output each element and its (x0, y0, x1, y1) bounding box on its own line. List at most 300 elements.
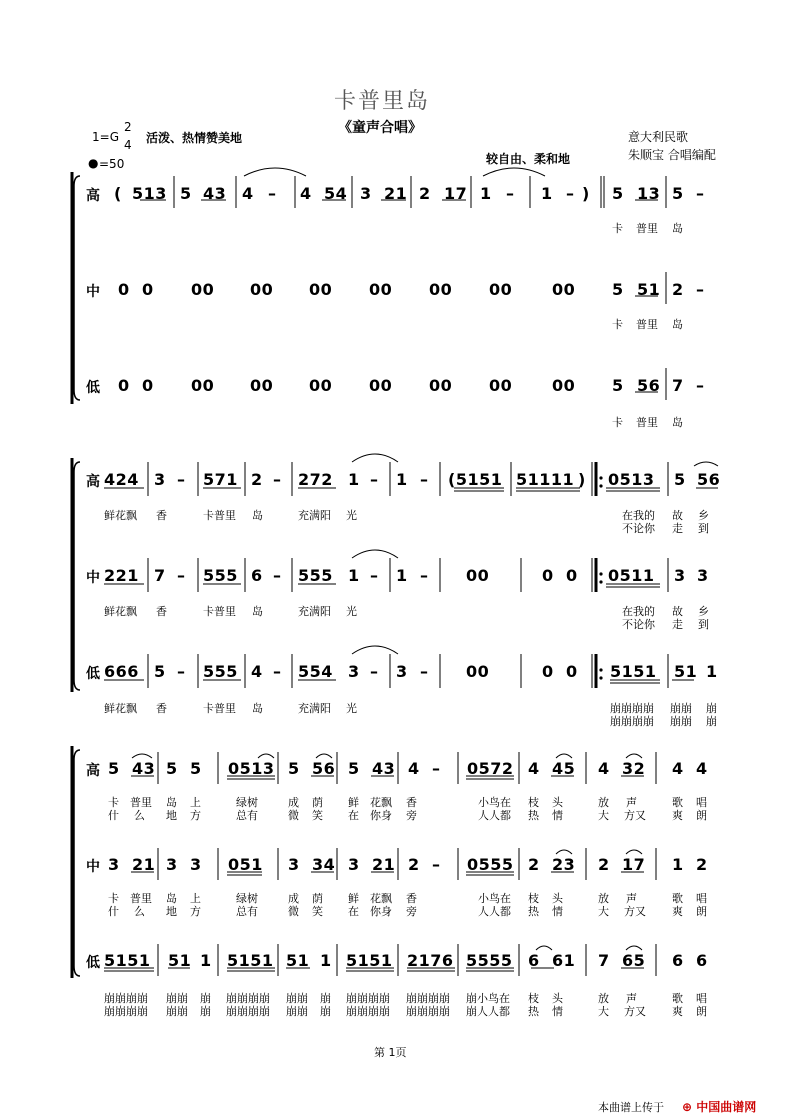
note: 0511 (608, 566, 655, 585)
note: 5 (674, 470, 686, 489)
lyric: 鲜花飘 (104, 509, 137, 522)
note: 3 (674, 566, 686, 585)
lyric: 岛 (252, 702, 263, 715)
lyric: 唱 (696, 992, 707, 1005)
note: 2176 (407, 951, 454, 970)
lyric: 么 (134, 905, 145, 918)
note: 3 (288, 855, 300, 874)
note: 0513 (608, 470, 655, 489)
lyric: 大 (598, 905, 609, 918)
note: 0 (118, 376, 130, 395)
note: 4 (528, 759, 540, 778)
note: – (370, 470, 379, 489)
note: 2 (408, 855, 420, 874)
note: 513 (132, 184, 167, 203)
lyric: 卡普里 (203, 605, 236, 618)
note: 00 (369, 376, 393, 395)
lyric: 旁 (406, 905, 417, 918)
note: 424 (104, 470, 139, 489)
note: ( (114, 184, 122, 203)
note: (5151 (448, 470, 503, 489)
lyric: 崩 (200, 992, 211, 1005)
lyric: 卡 (612, 416, 623, 429)
note: 5 (180, 184, 192, 203)
note: – (420, 566, 429, 585)
note: 555 (203, 662, 238, 681)
note: 51 (674, 662, 698, 681)
note: 00 (429, 376, 453, 395)
note: – (506, 184, 515, 203)
lyric: 崩崩 (286, 1005, 308, 1018)
lyric: 你身 (370, 905, 392, 918)
note: 0513 (228, 759, 275, 778)
lyric: 到 (698, 522, 709, 535)
note: 21 (372, 855, 396, 874)
note: 00 (250, 280, 274, 299)
note: 0 (542, 566, 554, 585)
metronome-marking: =50 (99, 157, 125, 171)
lyric: 情 (552, 1005, 563, 1018)
note: 2 (672, 280, 684, 299)
note: 00 (466, 662, 490, 681)
lyric: 你身 (370, 809, 392, 822)
note: – (370, 662, 379, 681)
lyric: 声 (626, 992, 637, 1005)
lyric: 故 (672, 605, 683, 618)
lyric: 走 (672, 618, 683, 631)
note: 1 (672, 855, 684, 874)
lyric: 小鸟在 (478, 796, 511, 809)
note: 43 (132, 759, 156, 778)
note: 5 (348, 759, 360, 778)
lyric: 爽 (672, 905, 683, 918)
note: 1 (320, 951, 332, 970)
lyric: 歌 (672, 892, 683, 905)
lyric: 充满阳 (298, 605, 331, 618)
note: 32 (622, 759, 646, 778)
lyric: 崩崩崩崩 (610, 702, 654, 715)
origin-credit: 意大利民歌 (628, 130, 689, 144)
note: 51 (286, 951, 310, 970)
lyric: 地 (166, 809, 177, 822)
lyric: 唱 (696, 796, 707, 809)
lyric: 崩崩崩崩 (610, 715, 654, 728)
part-label-high: 高 (86, 474, 100, 490)
note: 56 (697, 470, 721, 489)
note: 2 (696, 855, 708, 874)
note: 272 (298, 470, 333, 489)
note: 1 (348, 470, 360, 489)
lyric: 热 (528, 1005, 539, 1018)
note: – (420, 662, 429, 681)
note: – (273, 470, 282, 489)
lyric: 放 (598, 892, 609, 905)
lyric: 崩崩崩崩 (346, 992, 390, 1005)
note: 4 (672, 759, 684, 778)
lyric: 在我的 (622, 605, 655, 618)
lyric: 卡 (612, 318, 623, 331)
note: 3 (396, 662, 408, 681)
note: 00 (489, 376, 513, 395)
lyric: 卡 (612, 222, 623, 235)
note: 56 (637, 376, 661, 395)
note: 34 (312, 855, 336, 874)
lyric: 爽 (672, 1005, 683, 1018)
lyric: 绿树 (236, 796, 258, 809)
note: 3 (154, 470, 166, 489)
part-label-high: 高 (86, 763, 100, 779)
lyric: 光 (346, 509, 357, 522)
lyric: 笑 (312, 905, 323, 918)
lyric: 乡 (698, 605, 709, 618)
note: 3 (108, 855, 120, 874)
lyric: 到 (698, 618, 709, 631)
time-signature-top: 2 (124, 120, 132, 134)
lyric: 笑 (312, 809, 323, 822)
note: – (696, 376, 705, 395)
lyric: 歌 (672, 992, 683, 1005)
style-marking: 活泼、热情赞美地 (146, 131, 243, 145)
lyric: 枝 (528, 796, 539, 809)
lyric: 崩人人都 (466, 1005, 510, 1018)
lyric: 大 (598, 1005, 609, 1018)
note: 3 (166, 855, 178, 874)
page-number: 第 1页 (374, 1046, 407, 1059)
note: 00 (466, 566, 490, 585)
lyric: 朗 (696, 1005, 707, 1018)
note: 221 (104, 566, 139, 585)
part-label-mid: 中 (86, 570, 100, 586)
note: 65 (622, 951, 646, 970)
lyric: 么 (134, 809, 145, 822)
note: 0 (142, 280, 154, 299)
note: 5 (154, 662, 166, 681)
note: ) (582, 184, 590, 203)
site-name: 中国曲谱网 (696, 1100, 757, 1114)
lyric: 光 (346, 605, 357, 618)
note: 5 (612, 280, 624, 299)
note: 00 (309, 280, 333, 299)
note: 51 (168, 951, 192, 970)
score-subtitle: 《童声合唱》 (338, 120, 422, 136)
lyric: 歌 (672, 796, 683, 809)
note: 00 (369, 280, 393, 299)
lyric: 什 (108, 905, 119, 918)
note: 5 (166, 759, 178, 778)
lyric: 头 (552, 992, 563, 1005)
lyric: 情 (552, 905, 563, 918)
note: 5151 (227, 951, 274, 970)
note: 45 (552, 759, 576, 778)
site-logo[interactable] (682, 1098, 756, 1115)
note: 4 (696, 759, 708, 778)
note: 1 (706, 662, 718, 681)
note: 5555 (466, 951, 513, 970)
lyric: 成 (288, 796, 299, 809)
lyric: 充满阳 (298, 702, 331, 715)
note: 6 (696, 951, 708, 970)
lyric: 旁 (406, 809, 417, 822)
lyric: 岛 (166, 892, 177, 905)
note: 051 (228, 855, 263, 874)
note: 0572 (467, 759, 514, 778)
note: 21 (132, 855, 156, 874)
lyric: 香 (156, 702, 167, 715)
note: 0 (118, 280, 130, 299)
lyric: 人人都 (478, 809, 511, 822)
note: 4 (300, 184, 312, 203)
note: – (696, 280, 705, 299)
note: 61 (552, 951, 576, 970)
note: 1 (480, 184, 492, 203)
note: 0555 (467, 855, 514, 874)
lyric: 头 (552, 892, 563, 905)
lyric: 不论你 (622, 618, 655, 631)
note: – (696, 184, 705, 203)
lyric: 卡普里 (203, 702, 236, 715)
note: 23 (552, 855, 576, 874)
lyric: 香 (406, 796, 417, 809)
note: 13 (637, 184, 661, 203)
part-label-low: 低 (86, 666, 100, 682)
lyric: 崩崩崩崩 (104, 992, 148, 1005)
lyric: 方又 (624, 809, 646, 822)
note: 5 (108, 759, 120, 778)
note: 43 (372, 759, 396, 778)
note: 51 (637, 280, 661, 299)
note: – (432, 855, 441, 874)
note: 5 (288, 759, 300, 778)
lyric: 方 (190, 809, 201, 822)
lyric: 香 (156, 605, 167, 618)
note: 3 (348, 662, 360, 681)
note: 2 (251, 470, 263, 489)
note: 555 (298, 566, 333, 585)
lyric: 微 (288, 809, 299, 822)
lyric: 崩崩崩崩 (104, 1005, 148, 1018)
lyric: 鲜花飘 (104, 605, 137, 618)
note: 3 (697, 566, 709, 585)
note: – (273, 566, 282, 585)
note: 2 (528, 855, 540, 874)
note: 54 (324, 184, 348, 203)
lyric: 崩崩 (286, 992, 308, 1005)
site-logo-icon: ⊕ (682, 1100, 693, 1114)
note: 00 (309, 376, 333, 395)
note: – (420, 470, 429, 489)
note: 4 (251, 662, 263, 681)
note: – (432, 759, 441, 778)
lyric: 崩 (320, 1005, 331, 1018)
note: 7 (672, 376, 684, 395)
lyric: 崩崩崩崩 (406, 992, 450, 1005)
lyric: 唱 (696, 892, 707, 905)
note: 1 (348, 566, 360, 585)
note: 5 (672, 184, 684, 203)
lyric: 总有 (236, 905, 258, 918)
lyric: 什 (108, 809, 119, 822)
lyric: 崩 (200, 1005, 211, 1018)
lyric: 荫 (312, 796, 323, 809)
lyric: 总有 (236, 809, 258, 822)
lyric: 小鸟在 (478, 892, 511, 905)
key-signature: 1=G (92, 130, 119, 144)
lyric: 声 (626, 892, 637, 905)
note: 00 (552, 280, 576, 299)
lyric: 崩崩崩崩 (226, 1005, 270, 1018)
lyric: 崩崩 (166, 992, 188, 1005)
lyric: 岛 (166, 796, 177, 809)
note: 00 (250, 376, 274, 395)
lyric: 鲜花飘 (104, 702, 137, 715)
note: – (177, 566, 186, 585)
note: 17 (444, 184, 468, 203)
note: 554 (298, 662, 333, 681)
note: – (177, 662, 186, 681)
lyric: 香 (406, 892, 417, 905)
note: 4 (598, 759, 610, 778)
upload-credit: 本曲谱上传于 (598, 1101, 664, 1114)
lyric: 成 (288, 892, 299, 905)
lyric: 光 (346, 702, 357, 715)
part-label-low: 低 (86, 380, 100, 396)
lyric: 爽 (672, 809, 683, 822)
note: 555 (203, 566, 238, 585)
note: 5 (612, 184, 624, 203)
lyric: 崩 (320, 992, 331, 1005)
note: 6 (672, 951, 684, 970)
note: 5 (190, 759, 202, 778)
score-title: 卡普里岛 (334, 89, 431, 114)
lyric: 在我的 (622, 509, 655, 522)
note: 4 (242, 184, 254, 203)
note: 00 (429, 280, 453, 299)
note: 1 (396, 470, 408, 489)
lyric: 崩崩 (670, 702, 692, 715)
part-label-low: 低 (86, 955, 100, 971)
lyric: 充满阳 (298, 509, 331, 522)
note: – (273, 662, 282, 681)
lyric: 枝 (528, 892, 539, 905)
lyric: 香 (156, 509, 167, 522)
lyric: 普里 (130, 796, 152, 809)
note: – (370, 566, 379, 585)
note: 666 (104, 662, 139, 681)
lyric: 头 (552, 796, 563, 809)
lyric: 声 (626, 796, 637, 809)
lyric: 鲜 (348, 892, 359, 905)
note: ) (578, 470, 586, 489)
lyric: 卡 (108, 796, 119, 809)
lyric: 朗 (696, 905, 707, 918)
lyric: 放 (598, 992, 609, 1005)
note: 5 (612, 376, 624, 395)
part-label-high: 高 (86, 188, 100, 204)
note: 00 (191, 280, 215, 299)
time-signature-bottom: 4 (124, 138, 132, 152)
lyric: 岛 (252, 605, 263, 618)
lyric: 崩崩 (166, 1005, 188, 1018)
note: 5151 (610, 662, 657, 681)
tempo-change-marking: 较自由、柔和地 (486, 152, 571, 166)
note: 2 (419, 184, 431, 203)
lyric: 花飘 (370, 796, 392, 809)
lyric: 上 (190, 796, 201, 809)
note: 51111 (516, 470, 575, 489)
part-label-mid: 中 (86, 859, 100, 875)
lyric: 花飘 (370, 892, 392, 905)
lyric: 朗 (696, 809, 707, 822)
lyric: 崩崩崩崩 (406, 1005, 450, 1018)
lyric: 崩 (706, 715, 717, 728)
lyric: 故 (672, 509, 683, 522)
lyric: 崩崩崩崩 (226, 992, 270, 1005)
lyric: 岛 (672, 222, 683, 235)
note: 5151 (104, 951, 151, 970)
note: 4 (408, 759, 420, 778)
lyric: 普里 (636, 318, 658, 331)
note: 0 (566, 566, 578, 585)
part-label-mid: 中 (86, 284, 100, 300)
lyric: 岛 (252, 509, 263, 522)
lyric: 卡普里 (203, 509, 236, 522)
lyric: 在 (348, 905, 359, 918)
note: 2 (598, 855, 610, 874)
lyric: 方又 (624, 1005, 646, 1018)
lyric: 热 (528, 905, 539, 918)
lyric: 上 (190, 892, 201, 905)
lyric: 崩崩 (670, 715, 692, 728)
note: 3 (360, 184, 372, 203)
lyric: 枝 (528, 992, 539, 1005)
note: 3 (190, 855, 202, 874)
note: 56 (312, 759, 336, 778)
lyric: 绿树 (236, 892, 258, 905)
note: 571 (203, 470, 238, 489)
note: – (268, 184, 277, 203)
note: 5151 (346, 951, 393, 970)
note: 6 (251, 566, 263, 585)
note: 00 (552, 376, 576, 395)
lyric: 热 (528, 809, 539, 822)
lyric: 岛 (672, 416, 683, 429)
lyric: 方又 (624, 905, 646, 918)
note: 00 (489, 280, 513, 299)
lyric: 崩 (706, 702, 717, 715)
lyric: 情 (552, 809, 563, 822)
lyric: 微 (288, 905, 299, 918)
lyric: 崩小鸟在 (466, 992, 510, 1005)
note: 1 (541, 184, 553, 203)
lyric: 方 (190, 905, 201, 918)
lyric: 大 (598, 809, 609, 822)
lyric: 乡 (698, 509, 709, 522)
note: 21 (384, 184, 408, 203)
note: 0 (542, 662, 554, 681)
note: 1 (200, 951, 212, 970)
lyric: 人人都 (478, 905, 511, 918)
note: 00 (191, 376, 215, 395)
note: 7 (598, 951, 610, 970)
lyric: 荫 (312, 892, 323, 905)
lyric: 普里 (636, 416, 658, 429)
lyric: 不论你 (622, 522, 655, 535)
note: 0 (566, 662, 578, 681)
note: 6 (528, 951, 540, 970)
lyric: 普里 (130, 892, 152, 905)
lyric: 岛 (672, 318, 683, 331)
note-icon: ● (88, 156, 99, 170)
